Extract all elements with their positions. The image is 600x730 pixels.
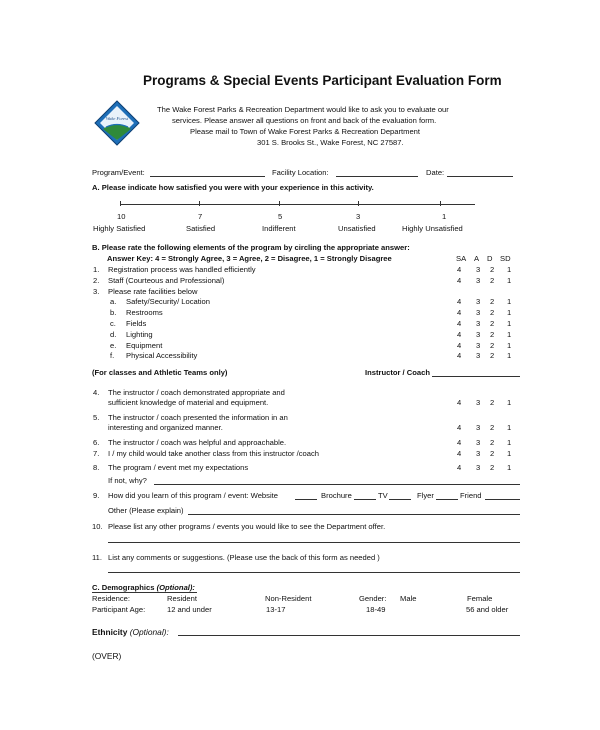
item-number: f.: [110, 351, 115, 360]
participant-age-label: Participant Age:: [92, 605, 146, 614]
facility-location-label: Facility Location:: [272, 168, 329, 177]
residence-label: Residence:: [92, 594, 130, 603]
item-number: a.: [110, 297, 117, 306]
item-number: b.: [110, 308, 117, 317]
wake-forest-logo: [94, 100, 140, 146]
rating-option[interactable]: 3: [476, 319, 481, 328]
tv-option: TV: [378, 491, 388, 500]
rating-option[interactable]: 4: [457, 423, 462, 432]
gender-label: Gender:: [359, 594, 387, 603]
item-text: Lighting: [126, 330, 153, 339]
rating-option[interactable]: 2: [490, 330, 495, 339]
rating-option[interactable]: 3: [476, 276, 481, 285]
item-number: 3.: [93, 287, 100, 296]
header-sd: SD: [500, 254, 511, 263]
header-a: A: [474, 254, 480, 263]
q10-number: 10.: [92, 522, 103, 531]
item-text: Restrooms: [126, 308, 163, 317]
page-title: Programs & Special Events Participant Evaluation Form: [143, 73, 502, 88]
rating-option[interactable]: 4: [457, 398, 462, 407]
item-text: Physical Accessibility: [126, 351, 198, 360]
friend-blank[interactable]: [485, 499, 520, 500]
class-item-number: 7.: [93, 449, 100, 458]
rating-option[interactable]: 1: [507, 398, 512, 407]
class-item-text: The instructor / coach was helpful and approachable.: [108, 438, 287, 447]
rating-option[interactable]: 2: [490, 308, 495, 317]
scale-number-7[interactable]: 7: [198, 212, 203, 221]
ethnicity-text: Ethnicity: [92, 627, 128, 637]
rating-option[interactable]: 2: [490, 398, 495, 407]
rating-option[interactable]: 1: [507, 265, 512, 274]
flyer-blank[interactable]: [436, 499, 458, 500]
demographics-optional: (Optional):: [156, 583, 195, 592]
over-label: (OVER): [92, 651, 122, 661]
scale-label: Highly Satisfied: [93, 224, 146, 233]
item-text: Please rate facilities below: [108, 287, 198, 296]
scale-label: Unsatisfied: [338, 224, 376, 233]
ethnicity-optional: (Optional):: [129, 627, 169, 637]
rating-option[interactable]: 1: [507, 341, 512, 350]
q11-text: List any comments or suggestions. (Please use the back of this form as needed ): [108, 553, 380, 562]
age-12-under[interactable]: 12 and under: [167, 605, 212, 614]
q10-field[interactable]: [108, 542, 520, 543]
brochure-blank[interactable]: [354, 499, 376, 500]
intro-line-1: The Wake Forest Parks & Recreation Department would like to ask you to evaluate our: [157, 105, 449, 114]
ethnicity-field[interactable]: [178, 635, 520, 636]
rating-option[interactable]: 3: [476, 398, 481, 407]
class-item-text: interesting and organized manner.: [108, 423, 223, 432]
rating-option[interactable]: 3: [476, 308, 481, 317]
date-field[interactable]: [447, 176, 513, 177]
other-label: Other (Please explain): [108, 506, 184, 515]
q9-text: How did you learn of this program / event: Website: [108, 491, 278, 500]
age-13-17[interactable]: 13-17: [266, 605, 286, 614]
intro-line-3: Please mail to Town of Wake Forest Parks & Recreation Department: [190, 127, 421, 136]
item-number: e.: [110, 341, 117, 350]
answer-key: Answer Key: 4 = Strongly Agree, 3 = Agree, 2 = Disagree, 1 = Strongly Disagree: [107, 254, 392, 263]
non-resident-option[interactable]: Non-Resident: [265, 594, 312, 603]
rating-option[interactable]: 1: [507, 319, 512, 328]
friend-option: Friend: [460, 491, 482, 500]
rating-option[interactable]: 3: [476, 463, 481, 472]
scale-tick: [199, 201, 200, 206]
rating-option[interactable]: 1: [507, 308, 512, 317]
rating-option[interactable]: 1: [507, 351, 512, 360]
rating-option[interactable]: 3: [476, 351, 481, 360]
class-item-text: sufficient knowledge of material and equipment.: [108, 398, 269, 407]
flyer-option: Flyer: [417, 491, 434, 500]
rating-option[interactable]: 4: [457, 438, 462, 447]
rating-option[interactable]: 2: [490, 265, 495, 274]
rating-option[interactable]: 4: [457, 449, 462, 458]
item-number: d.: [110, 330, 117, 339]
rating-option[interactable]: 3: [476, 330, 481, 339]
satisfaction-scale-line: [120, 204, 475, 205]
scale-label: Indifferent: [262, 224, 296, 233]
instructor-coach-field[interactable]: [432, 376, 520, 377]
rating-option[interactable]: 2: [490, 319, 495, 328]
rating-option[interactable]: 4: [457, 341, 462, 350]
intro-line-4: 301 S. Brooks St., Wake Forest, NC 27587.: [257, 138, 404, 147]
other-field[interactable]: [188, 514, 520, 515]
class-item-text: The instructor / coach demonstrated appropriate and: [108, 388, 285, 397]
rating-option[interactable]: 4: [457, 265, 462, 274]
instructor-coach-label: Instructor / Coach: [365, 368, 430, 377]
section-a-question: A. Please indicate how satisfied you were with your experience in this activity.: [92, 183, 374, 192]
brochure-option: Brochure: [321, 491, 352, 500]
class-item-text: I / my child would take another class from this instructor /coach: [108, 449, 320, 458]
header-d: D: [487, 254, 493, 263]
ethnicity-label: [92, 627, 169, 637]
classes-label: (For classes and Athletic Teams only): [92, 368, 228, 377]
class-item-text: The instructor / coach presented the information in an: [108, 413, 288, 422]
scale-tick: [440, 201, 441, 206]
item-text: Fields: [126, 319, 147, 328]
class-item-number: 4.: [93, 388, 100, 397]
rating-option[interactable]: 4: [457, 319, 462, 328]
rating-option[interactable]: 1: [507, 276, 512, 285]
program-event-field[interactable]: [150, 176, 265, 177]
rating-option[interactable]: 4: [457, 297, 462, 306]
intro-line-2: services. Please answer all questions on front and back of the evaluation form.: [172, 116, 437, 125]
item-number: c.: [110, 319, 116, 328]
rating-option[interactable]: 3: [476, 423, 481, 432]
rating-option[interactable]: 2: [490, 423, 495, 432]
rating-option[interactable]: 2: [490, 276, 495, 285]
rating-option[interactable]: 2: [490, 297, 495, 306]
scale-number-10[interactable]: 10: [117, 212, 126, 221]
svg-text:Wake Forest: Wake Forest: [105, 116, 129, 121]
male-option[interactable]: Male: [400, 594, 417, 603]
scale-tick: [279, 201, 280, 206]
rating-option[interactable]: 3: [476, 438, 481, 447]
rating-option[interactable]: 1: [507, 438, 512, 447]
if-not-why-label: If not, why?: [108, 476, 147, 485]
rating-option[interactable]: 4: [457, 276, 462, 285]
q9-number: 9.: [93, 491, 100, 500]
rating-option[interactable]: 3: [476, 341, 481, 350]
scale-number-3[interactable]: 3: [356, 212, 361, 221]
facility-location-field[interactable]: [336, 176, 418, 177]
class-item-number: 8.: [93, 463, 100, 472]
item-text: Equipment: [126, 341, 163, 350]
rating-option[interactable]: 1: [507, 423, 512, 432]
rating-option[interactable]: 1: [507, 463, 512, 472]
class-item-text: The program / event met my expectations: [108, 463, 249, 472]
rating-option[interactable]: 3: [476, 265, 481, 274]
class-item-number: 5.: [93, 413, 100, 422]
section-b-question: B. Please rate the following elements of the program by circling the appropriate answer:: [92, 243, 410, 252]
date-label: Date:: [426, 168, 445, 177]
rating-option[interactable]: 4: [457, 463, 462, 472]
rating-option[interactable]: 1: [507, 330, 512, 339]
rating-option[interactable]: 4: [457, 330, 462, 339]
demographics-title-text: C. Demographics: [92, 583, 155, 592]
age-18-49[interactable]: 18-49: [366, 605, 386, 614]
rating-option[interactable]: 1: [507, 297, 512, 306]
rating-option[interactable]: 2: [490, 463, 495, 472]
age-56-older[interactable]: 56 and older: [466, 605, 509, 614]
website-blank[interactable]: [295, 499, 317, 500]
scale-tick: [120, 201, 121, 206]
q11-field[interactable]: [108, 572, 520, 573]
if-not-why-field[interactable]: [154, 484, 520, 485]
scale-number-5[interactable]: 5: [278, 212, 283, 221]
item-text: Staff (Courteous and Professional): [108, 276, 225, 285]
item-number: 1.: [93, 265, 100, 274]
resident-option[interactable]: Resident: [167, 594, 197, 603]
q11-number: 11.: [92, 553, 102, 562]
demographics-title: [92, 583, 195, 592]
header-sa: SA: [456, 254, 467, 263]
demographics-underline: [92, 592, 197, 593]
rating-option[interactable]: 2: [490, 351, 495, 360]
program-event-label: Program/Event:: [92, 168, 145, 177]
rating-option[interactable]: 3: [476, 449, 481, 458]
female-option[interactable]: Female: [467, 594, 493, 603]
tv-blank[interactable]: [389, 499, 411, 500]
rating-option[interactable]: 2: [490, 438, 495, 447]
rating-option[interactable]: 3: [476, 297, 481, 306]
item-text: Registration process was handled efficiently: [108, 265, 256, 274]
class-item-number: 6.: [93, 438, 100, 447]
rating-option[interactable]: 4: [457, 351, 462, 360]
scale-tick: [358, 201, 359, 206]
rating-option[interactable]: 2: [490, 341, 495, 350]
scale-label: Satisfied: [186, 224, 216, 233]
rating-option[interactable]: 4: [457, 308, 462, 317]
rating-option[interactable]: 1: [507, 449, 512, 458]
rating-option[interactable]: 2: [490, 449, 495, 458]
scale-label: Highly Unsatisfied: [402, 224, 463, 233]
q10-text: Please list any other programs / events you would like to see the Department offer.: [108, 522, 386, 531]
item-text: Safety/Security/ Location: [126, 297, 210, 306]
item-number: 2.: [93, 276, 100, 285]
scale-number-1[interactable]: 1: [442, 212, 447, 221]
